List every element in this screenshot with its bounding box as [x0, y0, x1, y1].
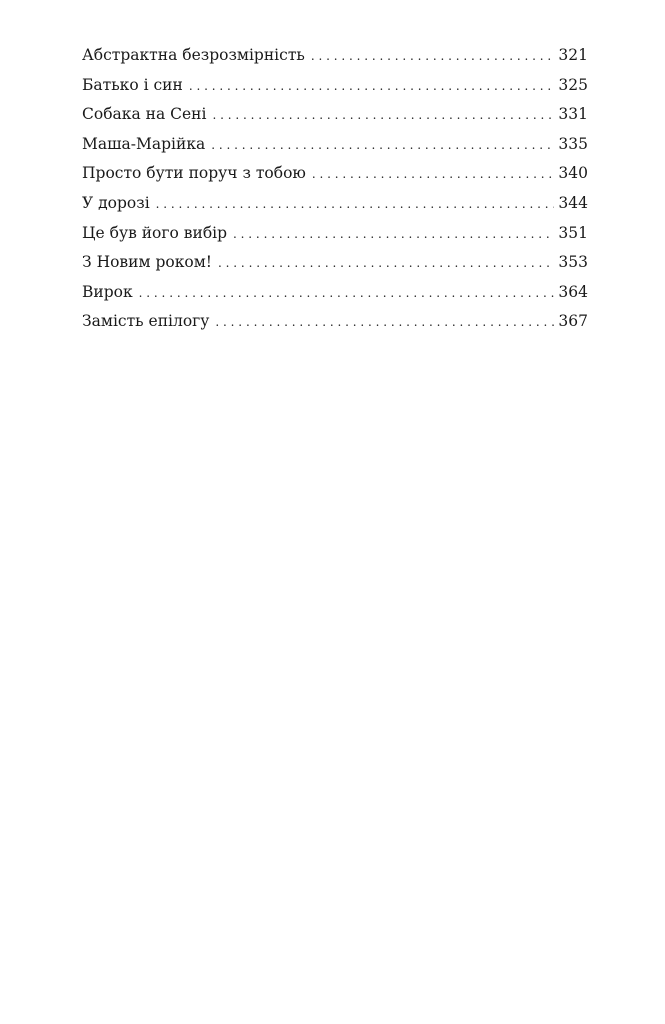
toc-entry-title: Вирок: [82, 282, 133, 301]
toc-entry: [82, 135, 588, 165]
toc-entry-page: 367: [558, 312, 588, 331]
toc-entry-title: Замість епілогу: [82, 312, 210, 331]
toc-entry: [82, 283, 588, 313]
dot-leader: [233, 227, 554, 241]
toc-entry-title: У дорозі: [82, 193, 150, 212]
toc-entry-page: 340: [558, 164, 588, 183]
toc-entry-page: 364: [558, 282, 588, 301]
toc-entry: [82, 76, 588, 106]
toc-entry-title: Це був його вибір: [82, 223, 228, 242]
toc-entry-title: Маша-Марійка: [82, 134, 206, 153]
dot-leader: [311, 49, 555, 63]
table-of-contents: [82, 46, 588, 342]
toc-entry-title: Батько і син: [82, 75, 183, 94]
toc-entry-title: Абстрактна безрозмірність: [82, 46, 305, 64]
toc-entry-page: 351: [558, 223, 588, 242]
toc-entry: [82, 312, 588, 342]
dot-leader: [212, 108, 554, 122]
dot-leader: [218, 256, 554, 270]
toc-entry-page: 344: [558, 193, 588, 212]
toc-entry-page: 331: [558, 105, 588, 124]
dot-leader: [139, 286, 555, 300]
dot-leader: [156, 197, 555, 211]
dot-leader: [312, 167, 555, 181]
toc-entry-page: 335: [558, 134, 588, 153]
toc-entry: [82, 194, 588, 224]
dot-leader: [211, 138, 554, 152]
toc-entry: [82, 253, 588, 283]
dot-leader: [189, 79, 555, 93]
toc-entry-title: З Новим роком!: [82, 253, 213, 272]
toc-entry: [82, 164, 588, 194]
toc-entry-page: 325: [558, 75, 588, 94]
toc-entry: [82, 105, 588, 135]
dot-leader: [215, 315, 554, 329]
toc-entry-page: 321: [558, 46, 588, 64]
toc-entry-page: 353: [558, 253, 588, 272]
toc-entry: [82, 46, 588, 76]
toc-entry-title: Собака на Сені: [82, 105, 207, 124]
toc-entry-title: Просто бути поруч з тобою: [82, 164, 306, 183]
toc-entry: [82, 224, 588, 254]
